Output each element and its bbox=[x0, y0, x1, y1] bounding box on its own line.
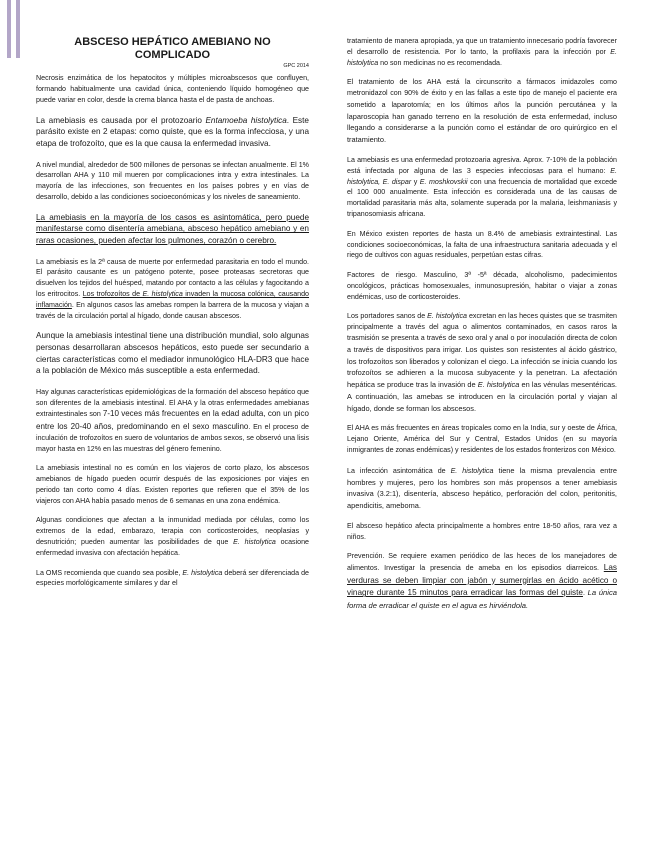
age-sex-paragraph: El absceso hepático afecta principalmente a hombres entre 18-50 años, rara vez a niños. bbox=[347, 521, 617, 541]
transmission-paragraph: Los portadores sanos de E. histolytica excretan en las heces quistes que se trasmiten principalmente a través del agua o alimentos contaminados, en casos raros la trasmisión se presenta a través de sexo oral y anal o por inoculación directa de colon a través de dispositivos para irrigar. Los quistes son resistentes al ácido gástrico, los trofozoítos son liberados y colonizan el ciego. La infección se inicia cuando los trofozoítos se adhieren a la mucosa subyacente y la penetran. La afectación hepática se produce tras la invasión de E. histolytica en las vénulas mesentéricas. A continuación, las amebas se introducen en la circulación portal y viajan al hígado, donde se forman los abscesos. bbox=[347, 312, 617, 413]
cause-paragraph: La amebiasis es causada por el protozoario Entamoeba histolytica. Este parásito existe en 2 etapas: como quiste, que es la forma infecciosa, y una etapa de trofozoíto, que es la que causa la enfermedad invasiva. bbox=[36, 115, 309, 148]
characteristics-paragraph: Hay algunas características epidemiológicas de la formación del absceso hepático que son diferentes de la amebiasis intestinal. El AHA y la otras enfermedades amebianas extraintestinales son 7-10 veces más frecuentes en la edad adulta, con un pico entre los 20-40 años, predominando en el sexo masculino. En el proceso de inculación de trofozoítos en suero de voluntarios de ambos sexos, se observó una lisis mayor hasta en 12% en las muestras del género femenino. bbox=[36, 387, 310, 453]
definition-paragraph: Necrosis enzimática de los hepatocitos y múltiples microabscesos que confluyen, formando habitualmente una cavidad única, conteniendo líquido homogéneo que puede variar en color, desde la crema blanca hasta el de pasta de anchoas. bbox=[36, 74, 309, 104]
risk-factors-paragraph: Factores de riesgo. Masculino, 3ª -5ª década, alcoholismo, padecimientos oncológicos, prácticas homosexuales, inmunosupresión, habitar o viajar a zonas endémicas, uso de corticosteroides. bbox=[347, 271, 617, 301]
decorative-bar-left bbox=[7, 0, 11, 58]
source-tag: GPC 2014 bbox=[283, 63, 309, 70]
epidemiology-paragraph: A nivel mundial, alrededor de 500 millones de personas se infectan anualmente. El 1% desarrollan AHA y 110 mil mueren por complicaciones intra y extra intestinales. La mayoría de las infecciones, son frecuentes en los países pobres y en vías de desarrollo, debido a las condiciones socioeconómicas y los niveles de saneamiento. bbox=[36, 160, 309, 201]
geography-paragraph: El AHA es más frecuentes en áreas tropicales como en la India, sur y oeste de África, Lejano Oriente, América del Sur y Central, Estados Unidos (en su mayoría inmigrantes de zonas endémicas) y residentes de los estados fronterizos con México. bbox=[347, 424, 617, 454]
species-paragraph: La amebiasis es una enfermedad protozoaria agresiva. Aprox. 7-10% de la población está infectada por alguna de las 3 especies infecciosas para el humano: E. histolytica, E. dispar y E. moshkovskii con una frecuencia de mortalidad que excede el 100 000 anualmente. Esta infección es considerada una de las causas de mortalidad parasitaria más alta, solamente superada por la malaria, leishmaniasis y tripanosomiasis africana. bbox=[347, 156, 617, 218]
asymptomatic-prevalence-paragraph: La infección asintomática de E. histolytica tiene la misma prevalencia entre hombres y mujeres, pero los hombres son más propensos a tener amebiasis invasiva (3.2:1), disentería, absceso hepático, perforación del colon, peritonitis, apendicitis, ameboma. bbox=[347, 465, 617, 511]
decorative-bar-right bbox=[16, 0, 20, 58]
left-column bbox=[36, 36, 309, 598]
asymptomatic-paragraph: La amebiasis en la mayoría de los casos es asintomática, pero puede manifestarse como disentería amebiana, absceso hepático amebiano y en raras ocasiones, pueden afectar los pulmones, corazón o cerebro. bbox=[36, 212, 309, 245]
immunity-paragraph: Algunas condiciones que afectan a la inmunidad mediada por células, como los extremos de la edad, embarazo, terapia con corticosteroides, neoplasias y desnutrición; pueden aumentar las posibilidades de que E. histolytica ocasione enfermedad invasiva con afectación hepática. bbox=[36, 516, 309, 557]
oms-paragraph: La OMS recomienda que cuando sea posible, E. histolytica deberá ser diferenciada de especies morfológicamente similares y dar el bbox=[36, 568, 309, 588]
mexico-paragraph: En México existen reportes de hasta un 8.4% de amebiasis extraintestinal. Las condiciones socioeconómicas, la falta de una infraestructura sanitaria adecuada y el riego de cultivos con aguas residuales, perpetúan estas cifras. bbox=[347, 229, 617, 260]
mortality-paragraph: La amebiasis es la 2ª causa de muerte por enfermedad parasitaria en todo el mundo. El parásito causante es un patógeno potente, posee proteasas secretoras que disuelven los tejidos del huésped, matando por contacto a las células y fagocitando a los eritrocitos. Los trofozoítos de E. histolytica invaden la mucosa colónica, causando inflamación. En algunos casos las amebas rompen la barrera de la mucosa y viajan a través de la circulación portal al hígado, donde causan abscesos. bbox=[36, 257, 309, 320]
travelers-paragraph: La amebiasis intestinal no es común en los viajeros de corto plazo, los abscesos amebianos de hígado pueden ocurrir después de las exposiciones por viajes en periodo tan corto como 4 días. Existen reportes que refieren que el 35% de los viajeros con AHA había pasado menos de 6 semanas en una zona endémica. bbox=[36, 464, 309, 505]
treatment-continuation-paragraph: tratamiento de manera apropiada, ya que un tratamiento innecesario podría favorecer el desarrollo de resistencia. Por lo tanto, la profilaxis para la infección por E. histolytica no son medicinas no es recomendada. bbox=[347, 37, 617, 67]
prevention-paragraph: Prevención. Se requiere examen periódico de las heces de los manejadores de alimentos. Investigar la presencia de ameba en los episodios diarreicos. Las verduras se deben limpiar con jabón y sumergirlas en ácido acético o vinagre durante 15 minutos para erradicar las formas del quiste. La única forma de erradicar el quiste en el agua es hirviéndola. bbox=[347, 552, 617, 610]
document-title: ABSCESO HEPÁTICO AMEBIANO NO COMPLICADO bbox=[74, 36, 271, 61]
treatment-paragraph: El tratamiento de los AHA está la circunscrito a fármacos imidazoles como metronidazol con 90% de éxito y en las fallas a este tipo de manejo el paciente era sometido a laparotomía; en los últimos años la punción percutánea y la laparoscopia han ganado terreno en la resolución de esta enfermedad, incluso llegando a considerarse a la punción como el estándar de oro quirúrgico en el tratamiento. bbox=[347, 78, 617, 145]
distribution-paragraph: Aunque la amebiasis intestinal tiene una distribución mundial, solo algunas personas desarrollaran abscesos hepáticos, esto puede ser secundario a ciertas características como el mediador inmunológico HLA-DR3 que hace a la población de México más susceptible a esta enfermedad. bbox=[36, 331, 309, 376]
right-column bbox=[347, 36, 617, 618]
